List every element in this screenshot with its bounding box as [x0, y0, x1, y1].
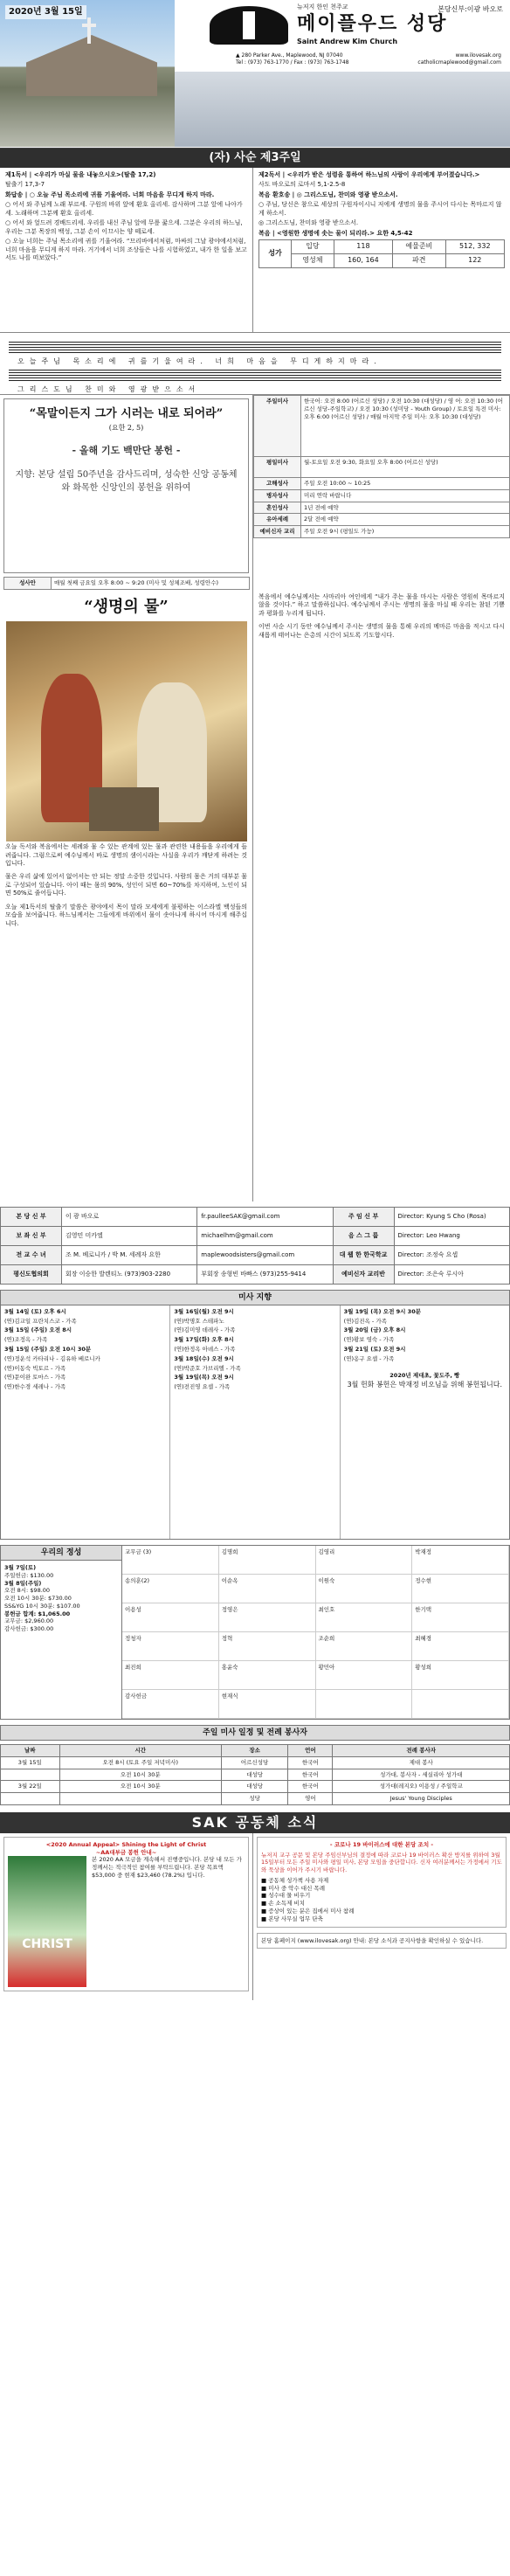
offering-grid: 교무금 (3) 김명희 김영리 박재정 송의훈(2) 이순옥 이원숙 정수현 이용성 정영은 최인호 한기택 정청자 정혁 조순희 최혜경 최진희 홍윤숙 황민아 황성희 감사헌금 현재식 [122, 1545, 510, 1720]
appeal-subtitle: ~AA대부금 봉헌 안내~ [95, 1848, 157, 1856]
schedule-row: 유아세례 2달 전에 예약 [254, 514, 510, 526]
hymn-label: 성가 [259, 240, 292, 268]
table-row: 오전 10시 30분 대성당 한국어 성가대, 봉사자 - 세실리아 성가대 [1, 1769, 510, 1781]
logo-english: Saint Andrew Kim Church [297, 38, 398, 46]
slogan-ref: (요한 2, 5) [108, 423, 144, 432]
intentions-heading: 미사 지향 [0, 1290, 510, 1305]
offering-section: 우리의 정성 3월 7일(토) 주일헌금: $130.00 3월 8일(주일) 오전 8시: $98.00 오전 10시 30분: $730.00 SS&YG 10시 30분: $107.00 봉헌금 합계: $1,065.00 교무금: $2,960.00 감사헌금: $300.00 교무금 (3) 김명희 김영리 박재정 송의훈(2) 이순옥 이원숙 정수현 이용성 정영은 최인호 한기택 정청자 정혁 조순희 최혜경 최진희 홍윤숙 황민아 황성희 감사헌금 현재식 [0, 1545, 510, 1720]
intentions-col-1: 3월 14일 (토) 오후 6시 (연)김교일 프란치스코 - 가족 3월 15일 (주일) 오전 8시 (연)조정옥 - 가족 3월 15일 (주일) 오전 10시 30분 (연)정운석 카타리나 - 김유하 베로니카 (연)이동숙 빅토르 - 가족 (연)문이완 토마스 - 가족 (연)한수경 세레나 - 가족 [1, 1305, 170, 1539]
covid-text: 뉴저지 교구 공문 및 본당 주임신부님의 결정에 따라 코로나 19 바이러스 확산 방지를 위하여 3월 15일부터 모든 주일 미사와 평일 미사, 본당 모임을 중단합니다. 신자 여러분께서는 가정에서 기도와 묵상을 이어가 주시기 바랍니다. [261, 1851, 502, 1874]
confession-text: 매월 첫째 금요일 오후 8:00 ~ 9:20 (미사 및 성체조배, 성령안수) [52, 578, 250, 590]
article-paragraph: 물은 우리 삶에 있어서 없어서는 안 되는 정말 소중한 것입니다. 사람의 몸은 거의 대부분 물로 구성되어 있습니다. 아이 때는 몸의 90%, 성인이 되면 60~70%를 차지하며, 노인이 되면 50%로 줄어듭니다. [5, 873, 247, 897]
roster-table: 날짜 시간 장소 언어 전례 봉사자 3월 15일 오전 8시 (토요 주일 저녁미사) 어르신성당 한국어 제대 봉사 오전 10시 30분 대성당 한국어 성가대, 봉사자 - 세실리아 성가대 3월 22일 오전 10시 30분 대성당 한국어 성가대(레지오) 이용성 / 주일학교 성당 영어 Jesus' Young Disciples [0, 1744, 510, 1805]
confession-label: 성사안 [4, 578, 52, 590]
psalm-verse-3: ○ 오늘 너희는 주님 목소리에 귀를 기울여라. “므리바에서처럼, 마싸의 그날 광야에서처럼, 너희 마음을 무디게 하지 마라. 거기에서 너희 조상들은 나를 시험하였고, 내가 한 일을 보고서도 나를 떠보았다.” [5, 238, 247, 261]
entrance-value: 118 [334, 240, 392, 254]
article-paragraph: 오늘 제1독서의 탈출기 말씀은 광야에서 목이 말라 모세에게 불평하는 이스라엘 백성들의 모습을 보여줍니다. 하느님께서는 그들에게 바위에서 물이 솟아나게 하시어 마시게 해주십니다. [5, 903, 247, 927]
contact-row: 평신도협의회 회장 이승한 발렌티노 (973)903-2280 부회장 송형빈 바빠스 (973)255-9414 예비신자 교리반 Director: 조은숙 루시아 [1, 1264, 510, 1284]
mass-intentions [0, 1290, 510, 1540]
list-item: ■ 미사 중 악수 대신 목례 [261, 1884, 325, 1892]
page-title: (자) 사순 제3주일 [0, 149, 510, 168]
second-reading: 제2독서 | <우리가 받은 성령을 통하여 하느님의 사랑이 우리에게 부어졌습니다.> [258, 171, 480, 178]
contact-row: 보 좌 신 부 김영민 미카엘 michaelhm@gmail.com 음 스 그 룹 Director: Leo Hwang [1, 1226, 510, 1245]
mass-schedule-table [253, 395, 510, 538]
contact-row: 전 교 수 녀 조 M. 베로니카 / 박 M. 세례자 요한 maplewoodsisters@gmail.com 대 웹 한 한국학교 Director: 조정숙 요셉 [1, 1245, 510, 1264]
contacts-table [0, 1207, 510, 1285]
intentions-col-3: 3월 19일 (목) 오전 9시 30분 (연)김진옥 - 가족 3월 20일 (금) 오후 8시 (연)황보 영숙 - 가족 3월 21일 (토) 오전 9시 (연)옹구 요셉 - 가족 2020년 제대초, 꽃도주, 빵 3월 헌화 봉헌은 박재정 비오님을 위해 봉헌됩니다. [343, 1307, 503, 1389]
offering-heading: 우리의 정성 [1, 1546, 121, 1561]
readings-section [0, 168, 510, 332]
email-link[interactable]: catholicmaplewood@gmail.com [417, 59, 501, 66]
article-paragraph: 오늘 독서와 복음에서는 세례와 물 수 있는 관계에 있는 물과 관련한 내용들을 우리에게 들려줍니다. 그럼으로써 예수님께서 바로 생명의 샘이시라는 사실을 우리가 깨닫게 하려는 것입니다. [5, 843, 247, 867]
intentions-col-2: 3월 16일(월) 오전 9시 (연)박명호 스테파노 (연)김미영 데레사 - 가족 3월 17일(화) 오후 8시 (연)한정옥 아녜스 - 가족 3월 18일(수) 오전 9시 (연)박준호 가브리엘 - 가족 3월 19일(목) 오전 9시 (연)전진영 요셉 - 가족 [170, 1305, 340, 1539]
homepage-text: 본당 홈페이지 (www.ilovesak.org) 안내: 본당 소식과 공지사항을 확인하실 수 있습니다. [261, 1936, 484, 1944]
list-item: ■ 손 소독제 비치 [261, 1900, 306, 1908]
slogan-quote: “목말이든지 그가 시러는 내로 되어라” [29, 407, 224, 420]
entrance-label: 입당 [292, 240, 334, 254]
communion-label: 영성체 [292, 253, 334, 267]
covid-title: - 코로나 19 바이러스에 대한 본당 조치 - [329, 1840, 434, 1848]
article-paragraph: 복음에서 예수님께서는 사마리아 여인에게 “내가 주는 물을 마시는 사람은 영원히 목마르지 않을 것이다.” 하고 말씀하십니다. 예수님께서 주시는 생명의 물을 마실 때 우리는 참된 기쁨과 평화를 누리게 됩니다. [258, 592, 505, 617]
offertory-value: 512, 332 [445, 240, 505, 254]
appeal-text: 본 2020 AA 모금을 계속해서 진행중입니다. 본당 내 모든 가정께서는 적극적인 참여를 부탁드립니다. 본당 목표액 $53,000 중 현재 $23,460 (78.2%) 입니다. [92, 1856, 242, 1879]
web-block [417, 52, 501, 66]
table-row: 3월 15일 오전 8시 (토요 주일 저녁미사) 어르신성당 한국어 제대 봉사 [1, 1756, 510, 1769]
covid-notice [257, 1837, 507, 1928]
appeal-poster-image: CHRIST [8, 1856, 86, 1987]
gospel: 복음 | <영원한 생명에 솟는 물이 되리라.> 요한 4,5-42 [258, 229, 413, 237]
schedule-row: 고해성사 주일 오전 10:00 ~ 10:25 [254, 478, 510, 490]
header [0, 0, 510, 149]
score-lyric-1: 오늘주님 목소리에 귀를기울여라. 너희 마음을 무디게하지마라. [17, 357, 382, 365]
schedule-row: 혼인성사 1년 전에 예약 [254, 502, 510, 514]
logo-title: 메이플우드 성당 [297, 12, 448, 36]
address: ▲ 280 Parker Ave., Maplewood, NJ 07040 [236, 52, 343, 59]
readings-right [253, 168, 510, 332]
samaritan-woman-painting [6, 621, 247, 841]
slogan-intention: 지향: 본당 설립 50주년을 감사드리며, 성숙한 신앙 공동체와 화목한 신앙인의 봉헌을 위하여 [15, 470, 238, 494]
first-reading: 제1독서 | <우리가 마실 물을 내놓으시오>(탈출 17,2) [5, 171, 156, 178]
logo-subtitle: 뉴저지 한인 천주교 [297, 3, 348, 11]
hymn-table [258, 239, 505, 268]
schedule-row: 예비신자 교리 주일 오전 9시 (평일도 가능) [254, 526, 510, 538]
psalm-response: 화답송 | ○ 오늘 주님 목소리에 귀를 기울여라. 너희 마음을 무디게 하지 마라. [5, 190, 215, 198]
roster-section [0, 1725, 510, 1805]
address-block [236, 52, 349, 66]
psalm-verse-2: ○ 어서 와 엎드려 경배드리세. 우리를 내신 주님 앞에 무릎 꿇으세. 그분은 우리의 하느님, 우리는 그분 목장의 백성, 그분 손이 이끄시는 양 떼로세. [5, 219, 243, 235]
header-banner [175, 72, 510, 147]
homepage-notice [257, 1933, 507, 1949]
sak-news-body [0, 1833, 510, 2001]
list-item: ■ 증상이 있는 분은 집에서 미사 참례 [261, 1908, 355, 1915]
clergy-name: 본당신부:이광 바오로 [438, 5, 503, 13]
list-item: ■ 본당 사무실 업무 단축 [261, 1915, 323, 1922]
gospel-acclamation: 복음 환호송 | ◎ 그리스도님, 찬미와 영광 받으소서. [258, 190, 398, 198]
list-item: ■ 성수대 물 비우기 [261, 1892, 311, 1900]
website-link[interactable]: www.ilovesak.org [455, 52, 501, 59]
score-lyric-2: 그리스도님 찬미와 영광받으소서 [17, 385, 201, 393]
article-section [0, 590, 510, 1201]
table-row: 성당 영어 Jesus' Young Disciples [1, 1793, 510, 1805]
acclamation-response: ◎ 그리스도님, 찬미와 영광 받으소서. [258, 219, 359, 227]
schedule-row: 주일미사 한국어: 오전 8:00 (어르신 성당) / 오전 10:30 (대성당) / 영 어: 오전 10:30 (어르신 성당-주일학교) / 오전 10:30 (성미당 - Youth Group) / 토요일 특전 미사: 오후 6:00 (어르신 성당) / 매월 마지막 주일 미사: 오후 10:30 (대성당) [254, 396, 510, 457]
communion-value: 160, 164 [334, 253, 392, 267]
dismissal-value: 122 [445, 253, 505, 267]
second-reading-ref: 사도 바오로의 로마서 5,1-2.5-8 [258, 181, 346, 189]
contact-row: 본 당 신 부 이 광 바오로 fr.paulleeSAK@gmail.com 주 임 신 부 Director: Kyung S Cho (Rosa) [1, 1207, 510, 1226]
schedule-row: 병자성사 미리 연락 바랍니다 [254, 489, 510, 502]
sak-news-title: SAK 공동체 소식 [0, 1812, 510, 1833]
article-heading: “생명의 물” [84, 597, 169, 616]
slogan-prayer: - 올해 기도 백만단 봉헌 - [72, 445, 181, 457]
church-logo-icon [210, 6, 288, 45]
first-reading-ref: 탈출기 17,3-7 [5, 181, 45, 189]
contact-email[interactable]: michaelhm@gmail.com [197, 1226, 333, 1245]
church-photo [0, 0, 175, 147]
phone: Tel : (973) 763-1770 / Fax : (973) 763-1748 [236, 59, 349, 66]
appeal-title: <2020 Annual Appeal> Shining the Light of Christ [45, 1840, 207, 1848]
readings-left [0, 168, 253, 332]
acclamation-verse: ○ 주님, 당신은 참으로 세상의 구원자이시니 저에게 생명의 물을 주시어 다시는 목마르지 않게 하소서. [258, 201, 502, 217]
dismissal-label: 파견 [393, 253, 445, 267]
contact-email[interactable]: fr.paulleeSAK@gmail.com [197, 1207, 333, 1226]
psalm-verse-1: ○ 어서 와 주님께 노래 부르세. 구원의 바위 앞에 환호 올리세. 감사하며 그분 앞에 나아가세. 노래하며 그분께 환호 올리세. [5, 201, 243, 217]
contact-email[interactable]: maplewoodsisters@gmail.com [197, 1245, 333, 1264]
music-score [0, 332, 510, 395]
confession-table [3, 577, 250, 590]
annual-appeal [3, 1837, 249, 1992]
article-paragraph: 이번 사순 시기 동안 예수님께서 주시는 생명의 물을 통해 우리의 메마른 마음을 적시고 다시 새롭게 태어나는 은총의 시간이 되도록 기도합시다. [258, 623, 505, 639]
list-item: ■ 공동체 성가책 사용 자제 [261, 1876, 329, 1884]
annual-slogan [3, 398, 249, 573]
bulletin-date: 2020년 3월 15일 [5, 5, 86, 19]
slogan-schedule [0, 395, 510, 590]
offertory-label: 예물준비 [393, 240, 445, 254]
table-row: 3월 22일 오전 10시 30분 대성당 한국어 성가대(레지오) 이용성 / 주일학교 [1, 1781, 510, 1793]
schedule-row: 평일미사 월-토요일 오전 9:30, 화요일 오후 8:00 (어르신 성당) [254, 457, 510, 478]
roster-heading: 주일 미사 일정 및 전례 봉사자 [0, 1725, 510, 1741]
